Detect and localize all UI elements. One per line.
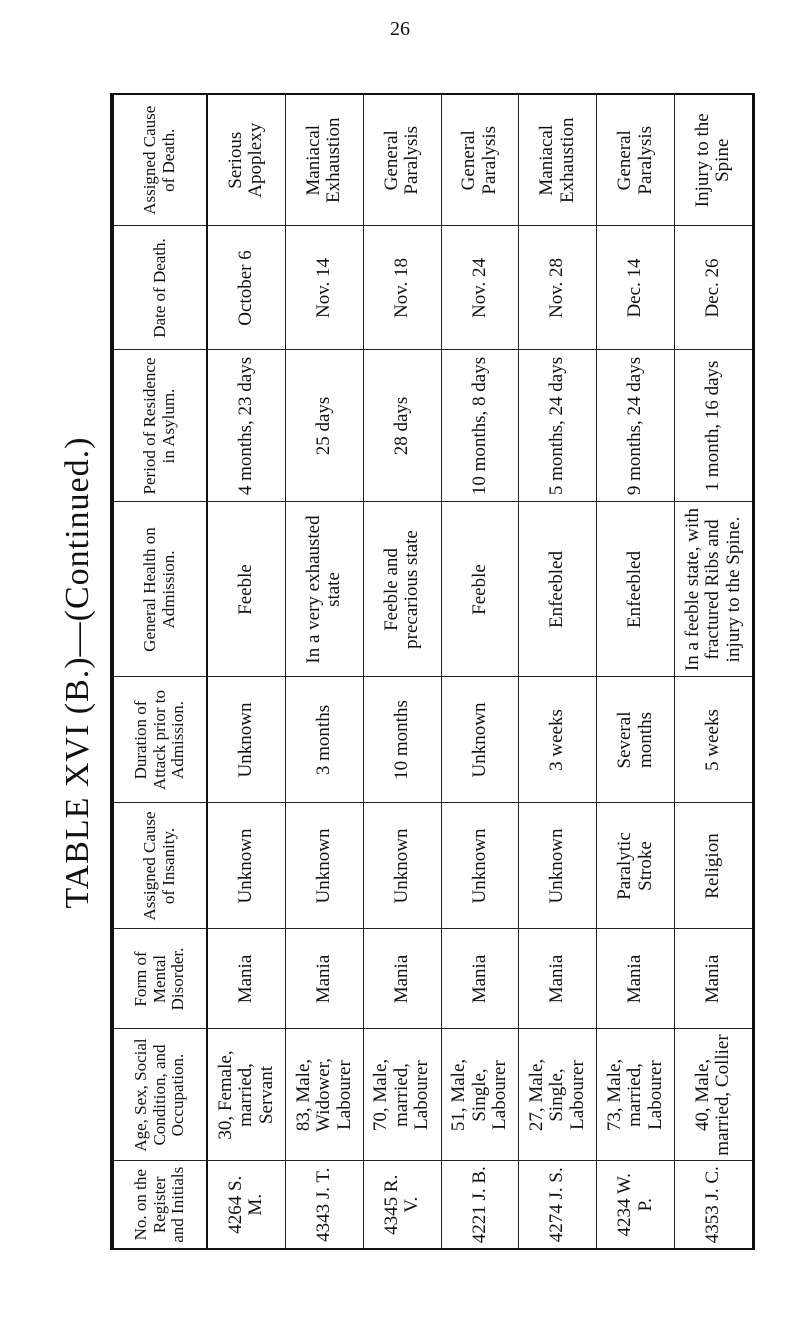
cause-insanity-cell: Unknown bbox=[285, 803, 363, 929]
header-mental-disorder: Form of Mental Disorder. bbox=[112, 929, 207, 1029]
residence-cell: 28 days bbox=[363, 350, 441, 502]
health-cell: Enfeebled bbox=[519, 502, 597, 677]
cause-death-cell: Injury to the Spine bbox=[674, 94, 753, 226]
age-sex-cell: 70, Male, married, Labourer bbox=[363, 1029, 441, 1161]
header-duration-attack: Duration of Attack prior to Admission. bbox=[112, 677, 207, 803]
header-period-residence: Period of Residence in Asylum. bbox=[112, 350, 207, 502]
health-cell: Feeble bbox=[207, 502, 285, 677]
residence-cell: 5 months, 24 days bbox=[519, 350, 597, 502]
health-cell: In a very exhausted state bbox=[285, 502, 363, 677]
table-row bbox=[441, 94, 519, 1249]
cause-insanity-cell: Unknown bbox=[441, 803, 519, 929]
duration-cell: Unknown bbox=[441, 677, 519, 803]
cause-death-cell: General Paralysis bbox=[597, 94, 675, 226]
health-cell: Feeble and precarious state bbox=[363, 502, 441, 677]
table-title: TABLE XVI (B.)—(Continued.) bbox=[59, 436, 96, 909]
cause-death-cell: Maniacal Exhaustion bbox=[519, 94, 597, 226]
date-death-cell: Nov. 28 bbox=[519, 226, 597, 350]
residence-cell: 25 days bbox=[285, 350, 363, 502]
date-death-cell: Nov. 14 bbox=[285, 226, 363, 350]
age-sex-cell: 73, Male, married, Labourer bbox=[597, 1029, 675, 1161]
table-row bbox=[674, 94, 753, 1249]
header-row bbox=[112, 94, 207, 1249]
header-cause-death: Assigned Cause of Death. bbox=[112, 94, 207, 226]
register-table bbox=[110, 93, 755, 1250]
table-row bbox=[597, 94, 675, 1249]
residence-cell: 9 months, 24 days bbox=[597, 350, 675, 502]
age-sex-cell: 51, Male, Single, Labourer bbox=[441, 1029, 519, 1161]
table-row bbox=[363, 94, 441, 1249]
cause-insanity-cell: Unknown bbox=[207, 803, 285, 929]
cause-death-cell: General Paralysis bbox=[441, 94, 519, 226]
header-age-sex: Age, Sex, Social Condition, and Occupation. bbox=[112, 1029, 207, 1161]
cause-death-cell: Maniacal Exhaustion bbox=[285, 94, 363, 226]
residence-cell: 10 months, 8 days bbox=[441, 350, 519, 502]
register-no: 4345 R. V. bbox=[363, 1161, 441, 1249]
date-death-cell: October 6 bbox=[207, 226, 285, 350]
register-no: 4343 J. T. bbox=[285, 1161, 363, 1249]
duration-cell: 10 months bbox=[363, 677, 441, 803]
register-no: 4264 S. M. bbox=[207, 1161, 285, 1249]
residence-cell: 1 month, 16 days bbox=[674, 350, 753, 502]
date-death-cell: Nov. 18 bbox=[363, 226, 441, 350]
duration-cell: Several months bbox=[597, 677, 675, 803]
cause-insanity-cell: Paralytic Stroke bbox=[597, 803, 675, 929]
health-cell: Enfeebled bbox=[597, 502, 675, 677]
register-no: 4221 J. B. bbox=[441, 1161, 519, 1249]
mental-disorder-cell: Mania bbox=[363, 929, 441, 1029]
cause-insanity-cell: Religion bbox=[674, 803, 753, 929]
header-general-health: General Health on Admission. bbox=[112, 502, 207, 677]
duration-cell: 3 weeks bbox=[519, 677, 597, 803]
header-register-no: No. on the Register and Initials bbox=[112, 1161, 207, 1249]
table-row bbox=[207, 94, 285, 1249]
health-cell: Feeble bbox=[441, 502, 519, 677]
register-no: 4274 J. S. bbox=[519, 1161, 597, 1249]
mental-disorder-cell: Mania bbox=[285, 929, 363, 1029]
mental-disorder-cell: Mania bbox=[674, 929, 753, 1029]
mental-disorder-cell: Mania bbox=[597, 929, 675, 1029]
age-sex-cell: 40, Male, married, Collier bbox=[674, 1029, 753, 1161]
mental-disorder-cell: Mania bbox=[441, 929, 519, 1029]
age-sex-cell: 27, Male, Single, Labourer bbox=[519, 1029, 597, 1161]
table-row bbox=[519, 94, 597, 1249]
duration-cell: Unknown bbox=[207, 677, 285, 803]
cause-death-cell: General Paralysis bbox=[363, 94, 441, 226]
residence-cell: 4 months, 23 days bbox=[207, 350, 285, 502]
cause-insanity-cell: Unknown bbox=[363, 803, 441, 929]
date-death-cell: Dec. 14 bbox=[597, 226, 675, 350]
register-no: 4353 J. C. bbox=[674, 1161, 753, 1249]
mental-disorder-cell: Mania bbox=[519, 929, 597, 1029]
date-death-cell: Dec. 26 bbox=[674, 226, 753, 350]
table-row bbox=[285, 94, 363, 1249]
cause-death-cell: Serious Apoplexy bbox=[207, 94, 285, 226]
age-sex-cell: 30, Female, married, Servant bbox=[207, 1029, 285, 1161]
health-cell: In a feeble state, with fractured Ribs and injury to the Spine. bbox=[674, 502, 753, 677]
rotated-page-content bbox=[46, 95, 755, 1250]
mental-disorder-cell: Mania bbox=[207, 929, 285, 1029]
duration-cell: 3 months bbox=[285, 677, 363, 803]
duration-cell: 5 weeks bbox=[674, 677, 753, 803]
register-no: 4234 W. P. bbox=[597, 1161, 675, 1249]
age-sex-cell: 83, Male, Widower, Labourer bbox=[285, 1029, 363, 1161]
header-cause-insanity: Assigned Cause of Insanity. bbox=[112, 803, 207, 929]
date-death-cell: Nov. 24 bbox=[441, 226, 519, 350]
header-date-death: Date of Death. bbox=[112, 226, 207, 350]
page-number: 26 bbox=[390, 18, 410, 40]
cause-insanity-cell: Unknown bbox=[519, 803, 597, 929]
